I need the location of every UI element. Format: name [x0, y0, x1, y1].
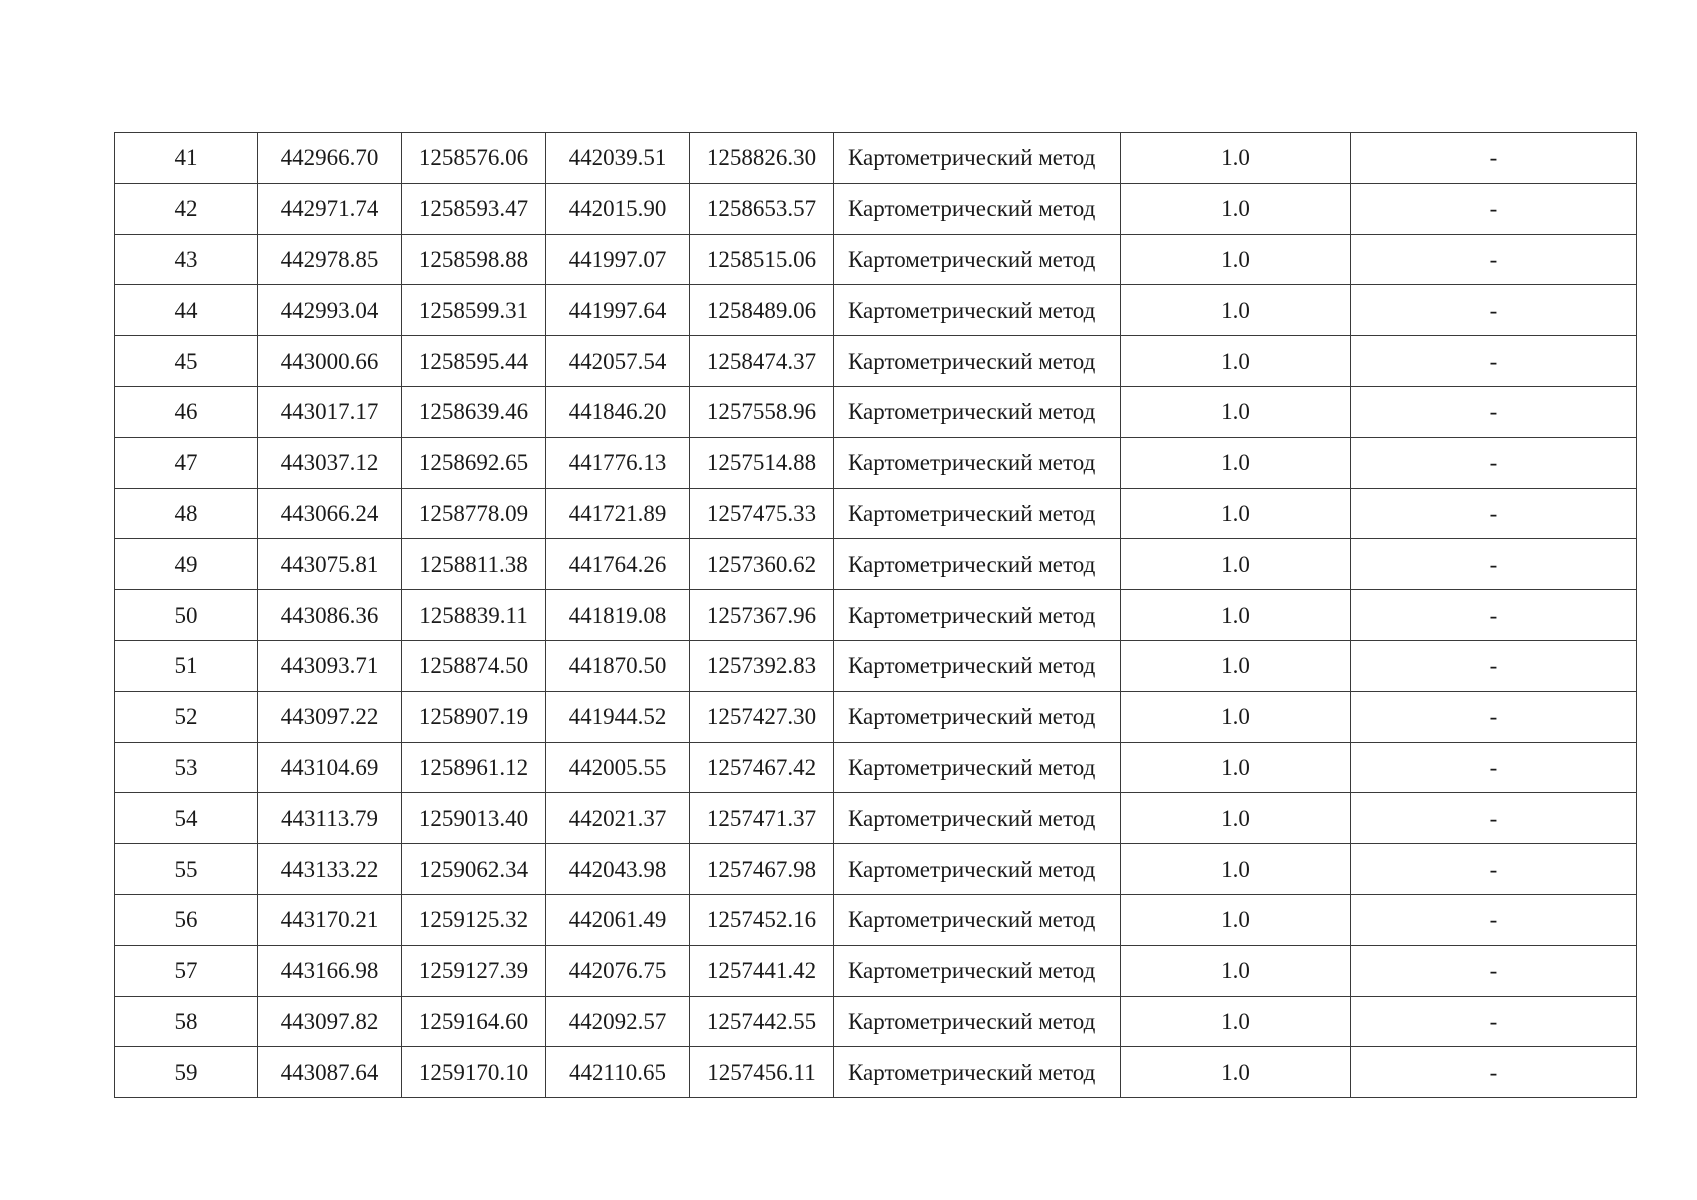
table-row	[115, 793, 1637, 844]
cell-x-refined: 441997.07	[546, 234, 690, 285]
cell-accuracy: 1.0	[1121, 133, 1351, 184]
cell-y-existing: 1258874.50	[402, 640, 546, 691]
cell-x-existing: 442978.85	[258, 234, 402, 285]
cell-x-refined: 442015.90	[546, 183, 690, 234]
cell-x-refined: 442039.51	[546, 133, 690, 184]
cell-x-existing: 442971.74	[258, 183, 402, 234]
cell-method: Картометрический метод	[834, 996, 1121, 1047]
cell-y-existing: 1258692.65	[402, 437, 546, 488]
cell-x-refined: 442076.75	[546, 945, 690, 996]
cell-point-number: 52	[115, 691, 258, 742]
cell-note: -	[1351, 640, 1637, 691]
cell-x-refined: 441819.08	[546, 590, 690, 641]
cell-y-refined: 1257475.33	[690, 488, 834, 539]
cell-point-number: 59	[115, 1047, 258, 1098]
coordinates-table	[114, 132, 1637, 1098]
cell-note: -	[1351, 539, 1637, 590]
cell-note: -	[1351, 336, 1637, 387]
cell-method: Картометрический метод	[834, 590, 1121, 641]
cell-point-number: 42	[115, 183, 258, 234]
cell-note: -	[1351, 133, 1637, 184]
cell-note: -	[1351, 894, 1637, 945]
cell-y-existing: 1258907.19	[402, 691, 546, 742]
cell-y-refined: 1258515.06	[690, 234, 834, 285]
cell-note: -	[1351, 386, 1637, 437]
cell-y-existing: 1259170.10	[402, 1047, 546, 1098]
cell-y-existing: 1258778.09	[402, 488, 546, 539]
table-row	[115, 894, 1637, 945]
cell-point-number: 57	[115, 945, 258, 996]
cell-accuracy: 1.0	[1121, 640, 1351, 691]
cell-accuracy: 1.0	[1121, 539, 1351, 590]
table-row	[115, 437, 1637, 488]
table-row	[115, 996, 1637, 1047]
cell-point-number: 56	[115, 894, 258, 945]
table-row	[115, 945, 1637, 996]
cell-x-existing: 443170.21	[258, 894, 402, 945]
cell-accuracy: 1.0	[1121, 996, 1351, 1047]
cell-note: -	[1351, 234, 1637, 285]
cell-point-number: 43	[115, 234, 258, 285]
cell-note: -	[1351, 844, 1637, 895]
cell-method: Картометрический метод	[834, 285, 1121, 336]
cell-x-existing: 443075.81	[258, 539, 402, 590]
cell-y-existing: 1258595.44	[402, 336, 546, 387]
cell-x-existing: 443133.22	[258, 844, 402, 895]
cell-x-existing: 443093.71	[258, 640, 402, 691]
cell-note: -	[1351, 742, 1637, 793]
cell-method: Картометрический метод	[834, 488, 1121, 539]
cell-y-refined: 1257441.42	[690, 945, 834, 996]
cell-x-refined: 442110.65	[546, 1047, 690, 1098]
cell-y-refined: 1258826.30	[690, 133, 834, 184]
table-body	[115, 133, 1637, 1098]
cell-accuracy: 1.0	[1121, 894, 1351, 945]
cell-y-existing: 1259062.34	[402, 844, 546, 895]
table-row	[115, 1047, 1637, 1098]
cell-y-existing: 1258811.38	[402, 539, 546, 590]
cell-y-refined: 1258489.06	[690, 285, 834, 336]
cell-note: -	[1351, 1047, 1637, 1098]
cell-x-existing: 443037.12	[258, 437, 402, 488]
cell-method: Картометрический метод	[834, 539, 1121, 590]
cell-method: Картометрический метод	[834, 793, 1121, 844]
cell-accuracy: 1.0	[1121, 386, 1351, 437]
cell-y-refined: 1257427.30	[690, 691, 834, 742]
cell-x-existing: 443087.64	[258, 1047, 402, 1098]
cell-y-existing: 1258576.06	[402, 133, 546, 184]
cell-y-refined: 1257467.42	[690, 742, 834, 793]
table-row	[115, 285, 1637, 336]
cell-x-refined: 442043.98	[546, 844, 690, 895]
cell-accuracy: 1.0	[1121, 183, 1351, 234]
cell-y-existing: 1258593.47	[402, 183, 546, 234]
cell-point-number: 44	[115, 285, 258, 336]
table-row	[115, 590, 1637, 641]
cell-x-refined: 442057.54	[546, 336, 690, 387]
cell-method: Картометрический метод	[834, 437, 1121, 488]
cell-x-existing: 443097.22	[258, 691, 402, 742]
cell-accuracy: 1.0	[1121, 285, 1351, 336]
cell-y-existing: 1258961.12	[402, 742, 546, 793]
table-row	[115, 640, 1637, 691]
cell-method: Картометрический метод	[834, 945, 1121, 996]
table-row	[115, 336, 1637, 387]
cell-method: Картометрический метод	[834, 133, 1121, 184]
cell-y-refined: 1257452.16	[690, 894, 834, 945]
cell-note: -	[1351, 793, 1637, 844]
cell-y-refined: 1257456.11	[690, 1047, 834, 1098]
cell-y-refined: 1257514.88	[690, 437, 834, 488]
table-row	[115, 742, 1637, 793]
cell-point-number: 58	[115, 996, 258, 1047]
cell-point-number: 47	[115, 437, 258, 488]
cell-y-existing: 1259125.32	[402, 894, 546, 945]
cell-method: Картометрический метод	[834, 691, 1121, 742]
cell-x-refined: 441870.50	[546, 640, 690, 691]
cell-note: -	[1351, 437, 1637, 488]
cell-x-existing: 443086.36	[258, 590, 402, 641]
cell-x-refined: 441776.13	[546, 437, 690, 488]
cell-y-existing: 1258598.88	[402, 234, 546, 285]
cell-method: Картометрический метод	[834, 844, 1121, 895]
cell-x-existing: 443097.82	[258, 996, 402, 1047]
cell-x-refined: 441997.64	[546, 285, 690, 336]
cell-accuracy: 1.0	[1121, 234, 1351, 285]
cell-note: -	[1351, 590, 1637, 641]
cell-accuracy: 1.0	[1121, 742, 1351, 793]
cell-method: Картометрический метод	[834, 183, 1121, 234]
cell-x-refined: 441721.89	[546, 488, 690, 539]
cell-note: -	[1351, 691, 1637, 742]
cell-x-refined: 442021.37	[546, 793, 690, 844]
table-row	[115, 234, 1637, 285]
cell-x-existing: 442993.04	[258, 285, 402, 336]
cell-x-refined: 442005.55	[546, 742, 690, 793]
cell-note: -	[1351, 945, 1637, 996]
cell-y-refined: 1257367.96	[690, 590, 834, 641]
cell-accuracy: 1.0	[1121, 844, 1351, 895]
cell-accuracy: 1.0	[1121, 945, 1351, 996]
cell-accuracy: 1.0	[1121, 488, 1351, 539]
cell-x-refined: 441846.20	[546, 386, 690, 437]
cell-note: -	[1351, 285, 1637, 336]
cell-x-refined: 441944.52	[546, 691, 690, 742]
cell-x-existing: 443066.24	[258, 488, 402, 539]
table-row	[115, 386, 1637, 437]
cell-point-number: 50	[115, 590, 258, 641]
cell-accuracy: 1.0	[1121, 336, 1351, 387]
cell-x-refined: 441764.26	[546, 539, 690, 590]
cell-point-number: 51	[115, 640, 258, 691]
cell-point-number: 49	[115, 539, 258, 590]
cell-y-refined: 1257467.98	[690, 844, 834, 895]
cell-x-refined: 442061.49	[546, 894, 690, 945]
cell-accuracy: 1.0	[1121, 793, 1351, 844]
cell-y-existing: 1258639.46	[402, 386, 546, 437]
cell-note: -	[1351, 488, 1637, 539]
cell-method: Картометрический метод	[834, 234, 1121, 285]
table-row	[115, 691, 1637, 742]
cell-method: Картометрический метод	[834, 336, 1121, 387]
cell-y-existing: 1259164.60	[402, 996, 546, 1047]
cell-note: -	[1351, 996, 1637, 1047]
cell-y-refined: 1258653.57	[690, 183, 834, 234]
cell-method: Картометрический метод	[834, 742, 1121, 793]
cell-point-number: 54	[115, 793, 258, 844]
cell-y-existing: 1259013.40	[402, 793, 546, 844]
cell-method: Картометрический метод	[834, 894, 1121, 945]
cell-point-number: 48	[115, 488, 258, 539]
cell-x-existing: 443113.79	[258, 793, 402, 844]
cell-y-refined: 1257558.96	[690, 386, 834, 437]
cell-point-number: 53	[115, 742, 258, 793]
cell-x-existing: 443104.69	[258, 742, 402, 793]
cell-accuracy: 1.0	[1121, 437, 1351, 488]
table-row	[115, 539, 1637, 590]
cell-y-existing: 1258839.11	[402, 590, 546, 641]
cell-y-refined: 1257442.55	[690, 996, 834, 1047]
cell-accuracy: 1.0	[1121, 1047, 1351, 1098]
cell-x-existing: 443166.98	[258, 945, 402, 996]
cell-x-existing: 443017.17	[258, 386, 402, 437]
cell-point-number: 46	[115, 386, 258, 437]
table-row	[115, 133, 1637, 184]
cell-method: Картометрический метод	[834, 1047, 1121, 1098]
cell-y-refined: 1258474.37	[690, 336, 834, 387]
cell-y-refined: 1257360.62	[690, 539, 834, 590]
cell-y-existing: 1259127.39	[402, 945, 546, 996]
table-row	[115, 488, 1637, 539]
table-row	[115, 183, 1637, 234]
cell-y-refined: 1257392.83	[690, 640, 834, 691]
cell-point-number: 55	[115, 844, 258, 895]
cell-note: -	[1351, 183, 1637, 234]
cell-accuracy: 1.0	[1121, 691, 1351, 742]
cell-y-refined: 1257471.37	[690, 793, 834, 844]
cell-method: Картометрический метод	[834, 386, 1121, 437]
cell-accuracy: 1.0	[1121, 590, 1351, 641]
cell-method: Картометрический метод	[834, 640, 1121, 691]
cell-point-number: 41	[115, 133, 258, 184]
cell-x-refined: 442092.57	[546, 996, 690, 1047]
table-row	[115, 844, 1637, 895]
cell-y-existing: 1258599.31	[402, 285, 546, 336]
cell-x-existing: 443000.66	[258, 336, 402, 387]
cell-x-existing: 442966.70	[258, 133, 402, 184]
cell-point-number: 45	[115, 336, 258, 387]
